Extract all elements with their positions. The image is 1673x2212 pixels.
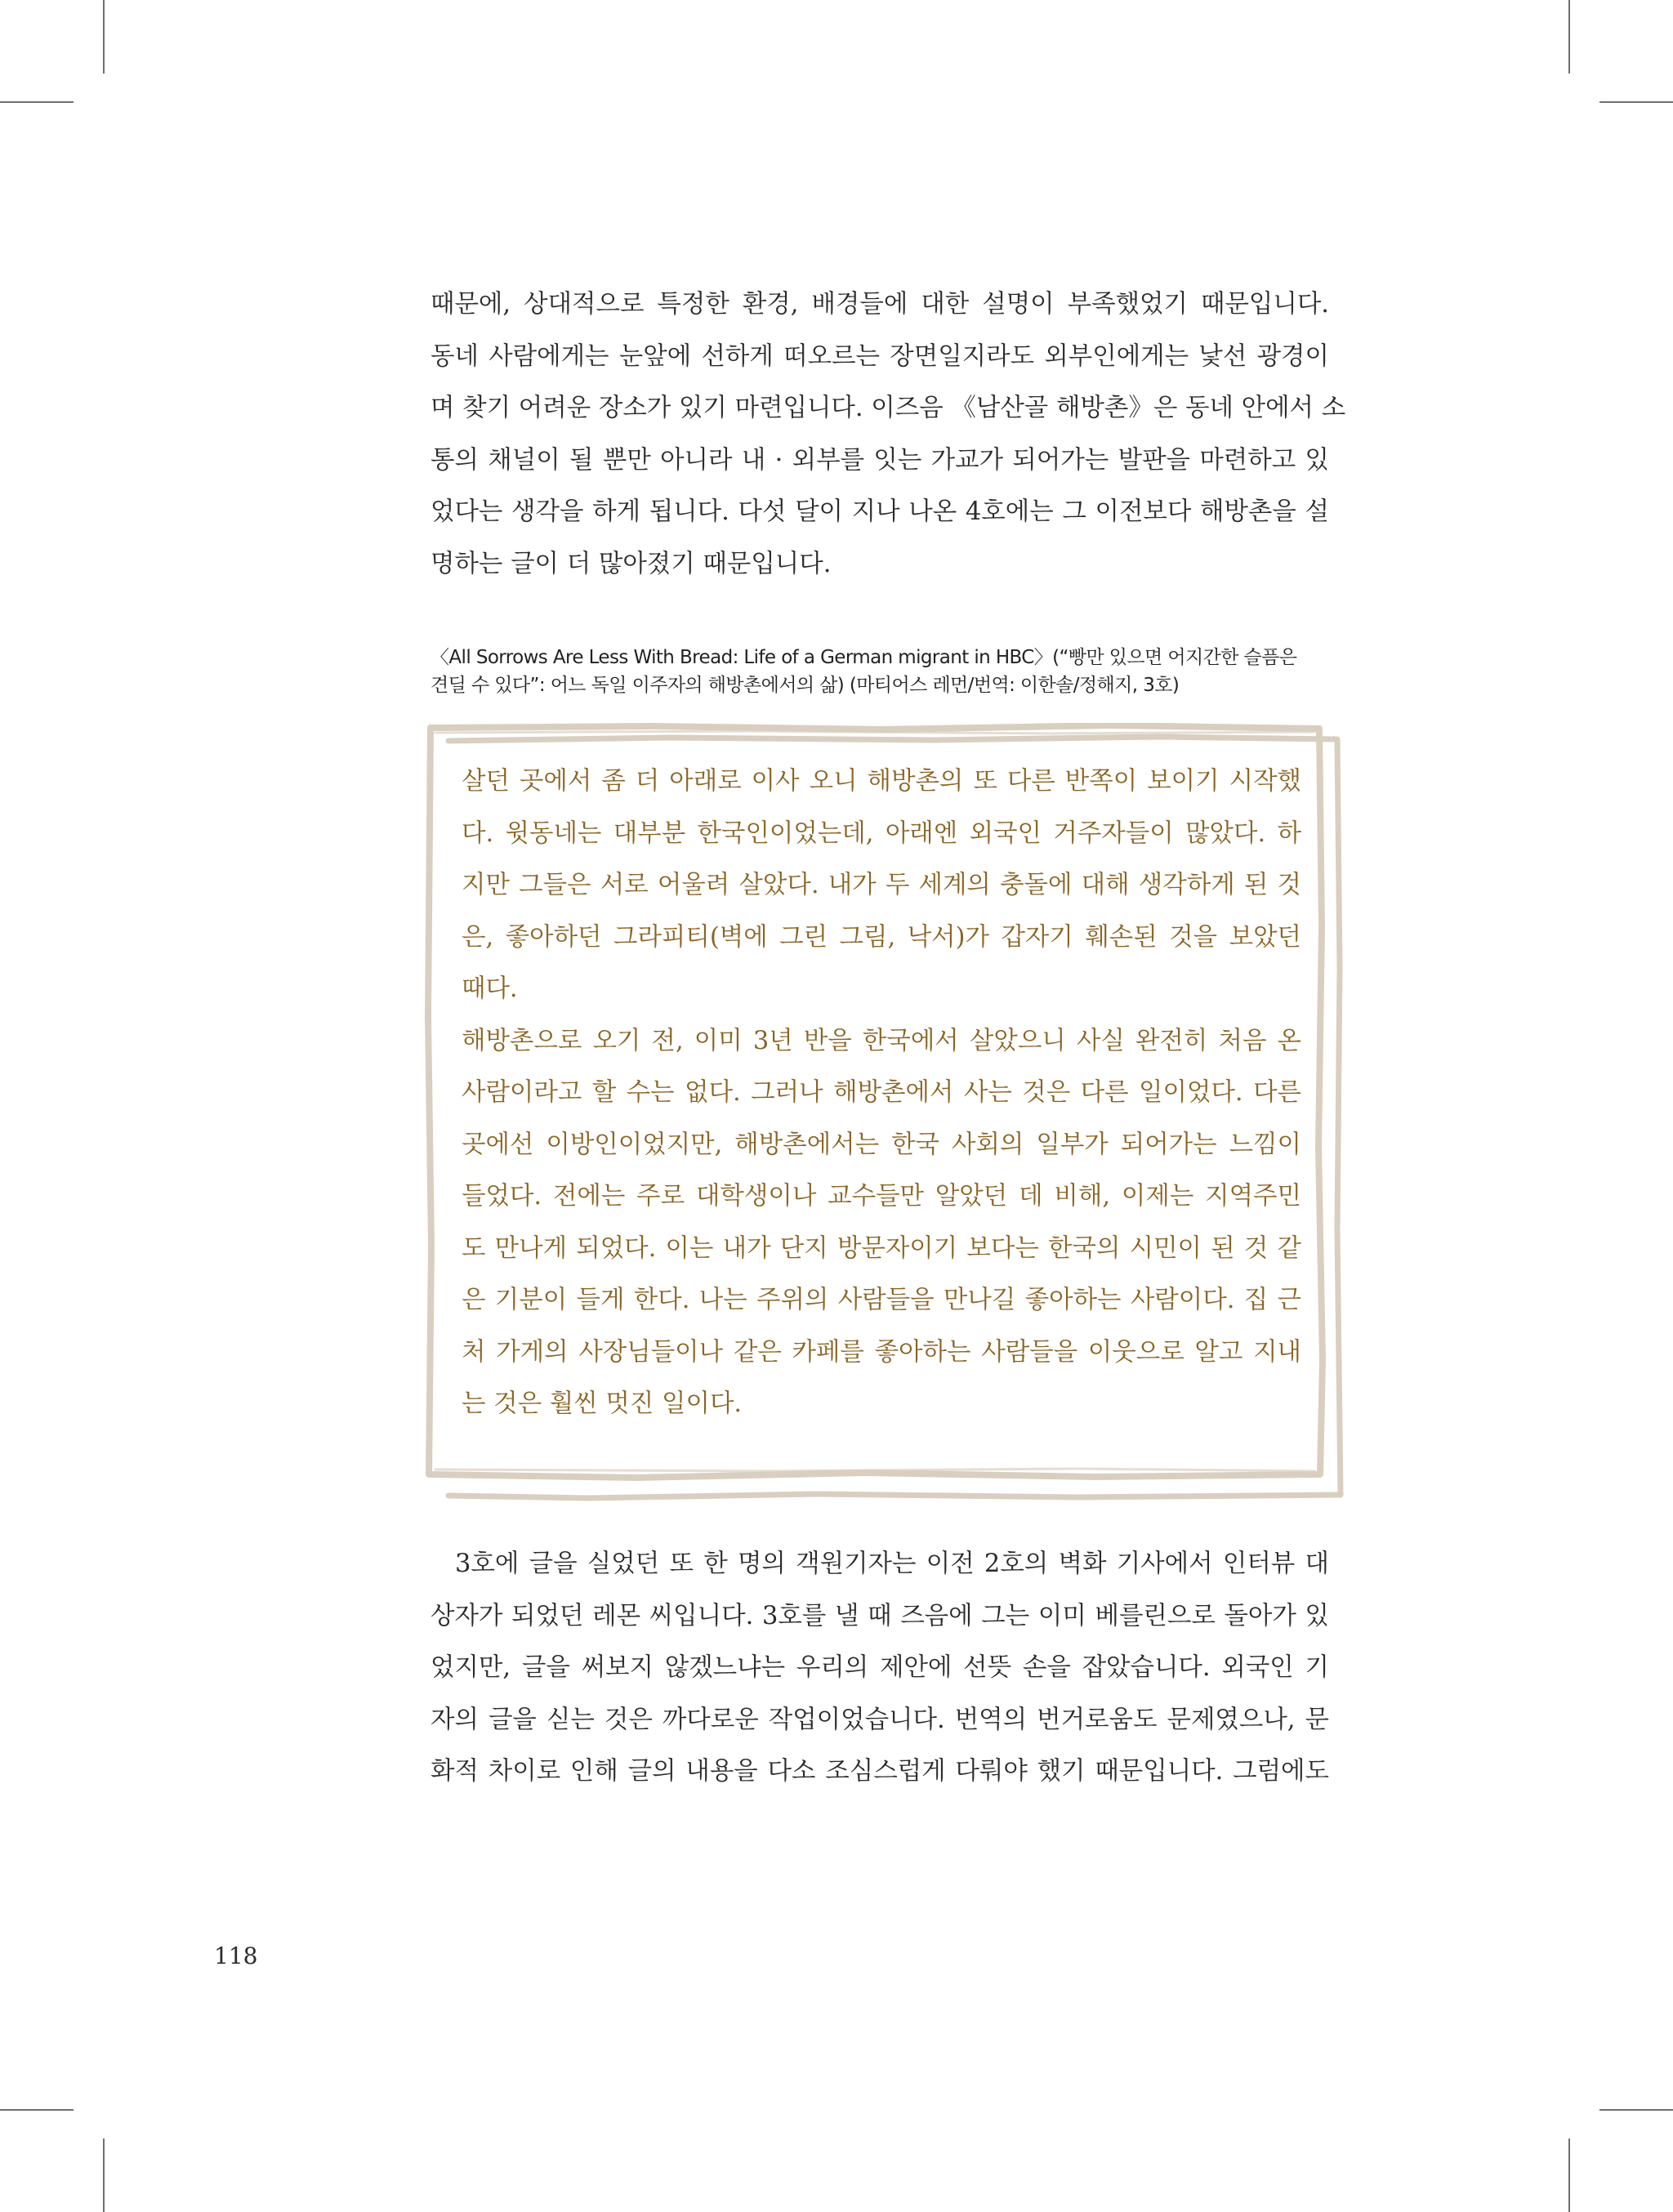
paragraph-line: 3호에 글을 실었던 또 한 명의 객원기자는 이전 2호의 벽화 기사에서 인터뷰 대 xyxy=(455,1550,1329,1578)
crop-mark-top-right-vertical xyxy=(1568,0,1570,74)
paragraph-line: 자의 글을 싣는 것은 까다로운 작업이었습니다. 번역의 번거로움도 문제였으나, 문 xyxy=(431,1705,1329,1734)
quote-line: 들었다. 전에는 주로 대학생이나 교수들만 알았던 데 비해, 이제는 지역주민 xyxy=(462,1182,1301,1211)
paragraph-line: 때문에, 상대적으로 특정한 환경, 배경들에 대한 설명이 부족했었기 때문입니다. xyxy=(431,290,1329,319)
paragraph-line: 통의 채널이 될 뿐만 아니라 내 · 외부를 잇는 가교가 되어가는 발판을 마련하고 있 xyxy=(431,445,1329,475)
crop-mark-top-left-horizontal xyxy=(0,101,74,103)
body-paragraph-2 xyxy=(431,1538,1329,1798)
paragraph-line: 상자가 되었던 레몬 씨입니다. 3호를 낼 때 즈음에 그는 이미 베를린으로 돌아가 있 xyxy=(431,1601,1329,1630)
quote-line: 지만 그들은 서로 어울려 살았다. 내가 두 세계의 충돌에 대해 생각하게 된 것 xyxy=(462,871,1301,899)
crop-mark-top-right-horizontal xyxy=(1599,101,1673,103)
paragraph-line: 며 찾기 어려운 장소가 있기 마련입니다. 이즈음 《남산골 해방촌》은 동네 안에서 소 xyxy=(431,394,1346,422)
quote-line: 처 가게의 사장님들이나 같은 카페를 좋아하는 사람들을 이웃으로 알고 지내 xyxy=(462,1337,1301,1367)
paragraph-line: 었다는 생각을 하게 됩니다. 다섯 달이 지나 나온 4호에는 그 이전보다 해방촌을 설 xyxy=(431,497,1329,526)
quote-text xyxy=(462,756,1301,1430)
quote-line: 도 만나게 되었다. 이는 내가 단지 방문자이기 보다는 한국의 시민이 된 것 같 xyxy=(462,1233,1301,1263)
crop-mark-bottom-left-horizontal xyxy=(0,2109,74,2111)
article-caption xyxy=(431,644,1329,699)
paragraph-line: 명하는 글이 더 많아졌기 때문입니다. xyxy=(431,549,832,578)
quote-line: 해방촌으로 오기 전, 이미 3년 반을 한국에서 살았으니 사실 완전히 처음 온 xyxy=(462,1026,1301,1055)
paragraph-line: 화적 차이로 인해 글의 내용을 다소 조심스럽게 다뤄야 했기 때문입니다. 그럼에도 xyxy=(431,1757,1329,1786)
page-number: 118 xyxy=(214,1942,258,1969)
quote-line: 살던 곳에서 좀 더 아래로 이사 오니 해방촌의 또 다른 반쪽이 보이기 시작했 xyxy=(462,767,1301,796)
quote-line: 곳에선 이방인이었지만, 해방촌에서는 한국 사회의 일부가 되어가는 느낌이 xyxy=(462,1130,1301,1159)
quote-line: 사람이라고 할 수는 없다. 그러나 해방촌에서 사는 것은 다른 일이었다. 다른 xyxy=(462,1078,1301,1107)
body-paragraph-1 xyxy=(431,279,1346,590)
crop-mark-top-left-vertical xyxy=(103,0,105,74)
quote-line: 은 기분이 들게 한다. 나는 주위의 사람들을 만나길 좋아하는 사람이다. 집 근 xyxy=(462,1286,1301,1314)
paragraph-line: 동네 사람에게는 눈앞에 선하게 떠오르는 장면일지라도 외부인에게는 낯선 광경이 xyxy=(431,341,1329,371)
caption-line: 견딜 수 있다”: 어느 독일 이주자의 해방촌에서의 삶) (마티어스 레먼/번역: 이한솔/정해지, 3호) xyxy=(431,675,1180,696)
quote-line: 는 것은 훨씬 멋진 일이다. xyxy=(462,1389,743,1418)
crop-mark-bottom-left-vertical xyxy=(103,2138,105,2212)
quote-line: 다. 윗동네는 대부분 한국인이었는데, 아래엔 외국인 거주자들이 많았다. 하 xyxy=(462,818,1301,848)
quote-line: 때다. xyxy=(462,974,518,1003)
paragraph-line: 었지만, 글을 써보지 않겠느냐는 우리의 제안에 선뜻 손을 잡았습니다. 외국인 기 xyxy=(431,1653,1329,1682)
quote-line: 은, 좋아하던 그라피티(벽에 그린 그림, 낙서)가 갑자기 훼손된 것을 보았던 xyxy=(462,922,1301,952)
caption-line: 〈All Sorrows Are Less With Bread: Life of a German migrant in HBC〉(“빵만 있으면 어지간한 슬픔은 xyxy=(431,647,1297,668)
crop-mark-bottom-right-vertical xyxy=(1568,2138,1570,2212)
crop-mark-bottom-right-horizontal xyxy=(1599,2109,1673,2111)
